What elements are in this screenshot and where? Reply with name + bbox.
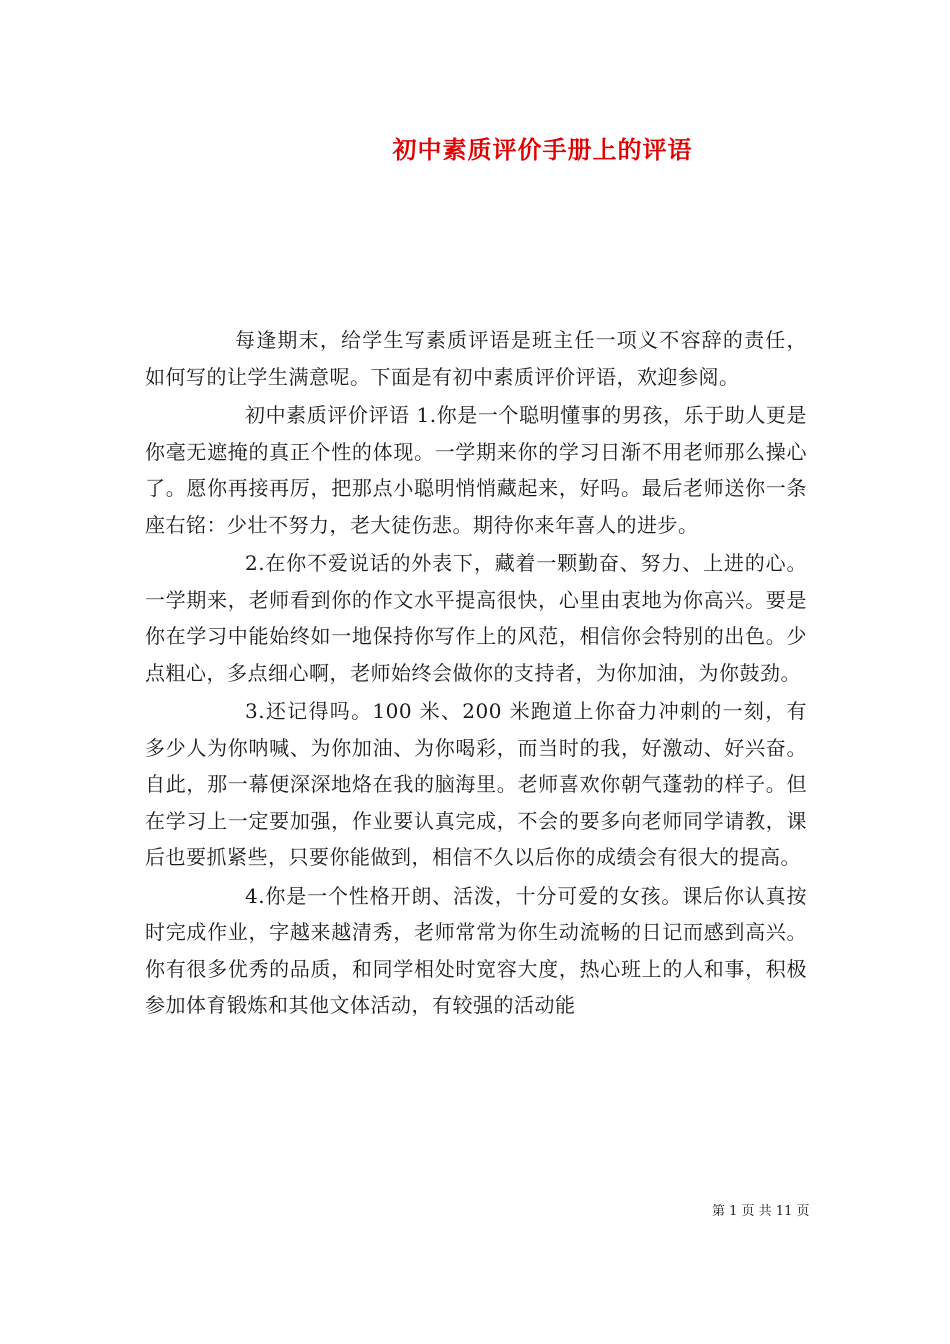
- document-title: 初中素质评价手册上的评语: [392, 135, 693, 164]
- paragraph-comment-4: 4.你是一个性格开朗、活泼，十分可爱的女孩。课后你认真按时完成作业，字越来越清秀，老师常常为你生动流畅的日记而感到高兴。你有很多优秀的品质，和同学相处时宽容大度，热心班上的人和事，积极参加体育锻炼和其他文体活动，有较强的活动能: [145, 883, 807, 1017]
- paragraph-comment-1: 初中素质评价评语 1.你是一个聪明懂事的男孩，乐于助人更是你毫无遮掩的真正个性的体现。一学期来你的学习日渐不用老师那么操心了。愿你再接再厉，把那点小聪明悄悄藏起来，好吗。最后老师送你一条座右铭：少壮不努力，老大徒伤悲。期待你来年喜人的进步。: [145, 403, 807, 537]
- document-body: [145, 322, 807, 1026]
- page-number-footer: 第 1 页 共 11 页: [712, 1204, 810, 1219]
- paragraph-comment-3: 3.还记得吗。100 米、200 米跑道上你奋力冲刺的一刻，有多少人为你呐喊、为你加油、为你喝彩，而当时的我，好激动、好兴奋。自此，那一幕便深深地烙在我的脑海里。老师喜欢你朝气蓬勃的样子。但在学习上一定要加强，作业要认真完成，不会的要多向老师同学请教，课后也要抓紧些，只要你能做到，相信不久以后你的成绩会有很大的提高。: [145, 699, 807, 869]
- paragraph-intro: 每逢期末，给学生写素质评语是班主任一项义不容辞的责任，如何写的让学生满意呢。下面是有初中素质评价评语，欢迎参阅。: [145, 328, 807, 389]
- paragraph-comment-2: 2.在你不爱说话的外表下，藏着一颗勤奋、努力、上进的心。一学期来，老师看到你的作文水平提高很快，心里由衷地为你高兴。要是你在学习中能始终如一地保持你写作上的风范，相信你会特别的出色。少点粗心，多点细心啊，老师始终会做你的支持者，为你加油，为你鼓劲。: [145, 551, 807, 685]
